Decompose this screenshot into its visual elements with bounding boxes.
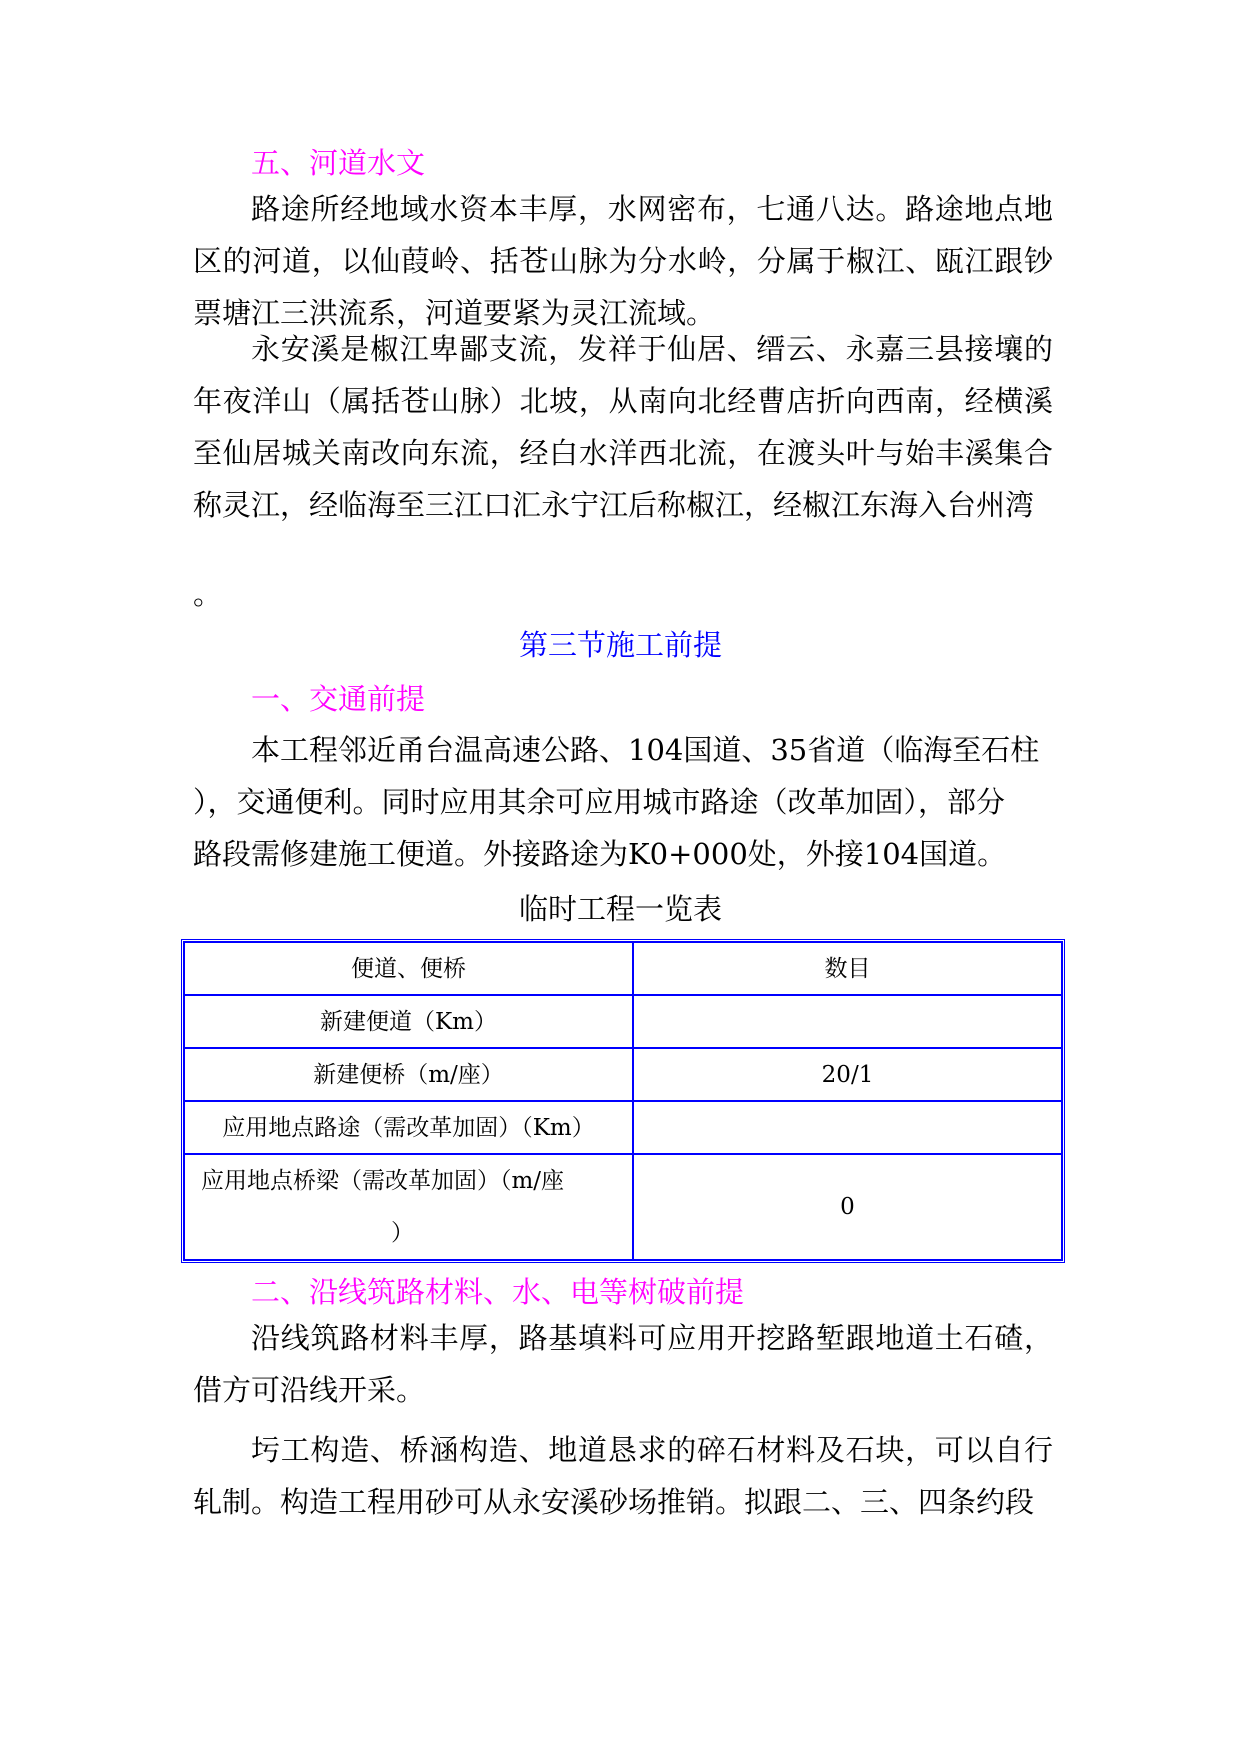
table-header-row <box>184 942 1062 995</box>
table-cell: 20/1 <box>633 1048 1062 1101</box>
section-heading-materials: 二、沿线筑路材料、水、电等树破前提 <box>251 1275 745 1309</box>
table-row <box>184 995 1062 1048</box>
table-cell: 新建便桥（m/座） <box>184 1048 633 1101</box>
temporary-works-table <box>181 939 1065 1263</box>
paragraph-hydrology-1: 路途所经地域水资本丰厚，水网密布，七通八达。路途地点地区的河道，以仙葭岭、括苍山脉为分水岭，分属于椒江、瓯江跟钞票塘江三洪流系，河道要紧为灵江流域。 <box>193 192 1053 330</box>
paragraph-traffic-line-2: ），交通便利。同时应用其余可应用城市路途（改革加固），部分 <box>193 785 1006 819</box>
table-row <box>184 1154 1062 1260</box>
paragraph-materials-1: 沿线筑路材料丰厚，路基填料可应用开挖路堑跟地道土石碴，借方可沿线开采。 <box>193 1321 1053 1407</box>
table-row <box>184 1101 1062 1154</box>
paragraph-hydrology-2: 永安溪是椒江卑鄙支流，发祥于仙居、缙云、永嘉三县接壤的年夜洋山（属括苍山脉）北坡，从南向北经曹店折向西南，经横溪至仙居城关南改向东流，经白水洋西北流，在渡头叶与始丰溪集合称灵江，经临海至三江口汇永宁江后称椒江，经椒江东海入台州湾 <box>193 332 1053 522</box>
table-cell-line: ） <box>391 1220 414 1246</box>
table-row <box>184 1048 1062 1101</box>
table-cell: 新建便道（Km） <box>184 995 633 1048</box>
paragraph-hydrology-2-tail: 。 <box>193 577 223 611</box>
table-header-cell: 数目 <box>633 942 1062 995</box>
table-title: 临时工程一览表 <box>518 892 722 926</box>
section-heading-traffic: 一、交通前提 <box>251 682 426 716</box>
table-cell <box>633 1101 1062 1154</box>
paragraph-traffic-line-1: 本工程邻近甬台温高速公路、104国道、35省道（临海至石柱 <box>251 733 1040 767</box>
chapter-heading-construction-conditions: 第三节施工前提 <box>518 628 722 662</box>
table-cell: 应用地点路途（需改革加固）（Km） <box>184 1101 633 1154</box>
table-cell <box>184 1154 633 1260</box>
table-cell-line: 应用地点桥梁（需改革加固）（m/座 <box>201 1168 565 1194</box>
section-heading-hydrology: 五、河道水文 <box>251 146 426 180</box>
paragraph-traffic-line-3: 路段需修建施工便道。外接路途为K0+000处，外接104国道。 <box>193 837 1007 871</box>
table-cell: 0 <box>633 1154 1062 1260</box>
paragraph-materials-2: 圬工构造、桥涵构造、地道恳求的碎石材料及石块，可以自行轧制。构造工程用砂可从永安溪砂场推销。拟跟二、三、四条约段 <box>193 1433 1053 1519</box>
table-cell <box>633 995 1062 1048</box>
table-header-cell: 便道、便桥 <box>184 942 633 995</box>
